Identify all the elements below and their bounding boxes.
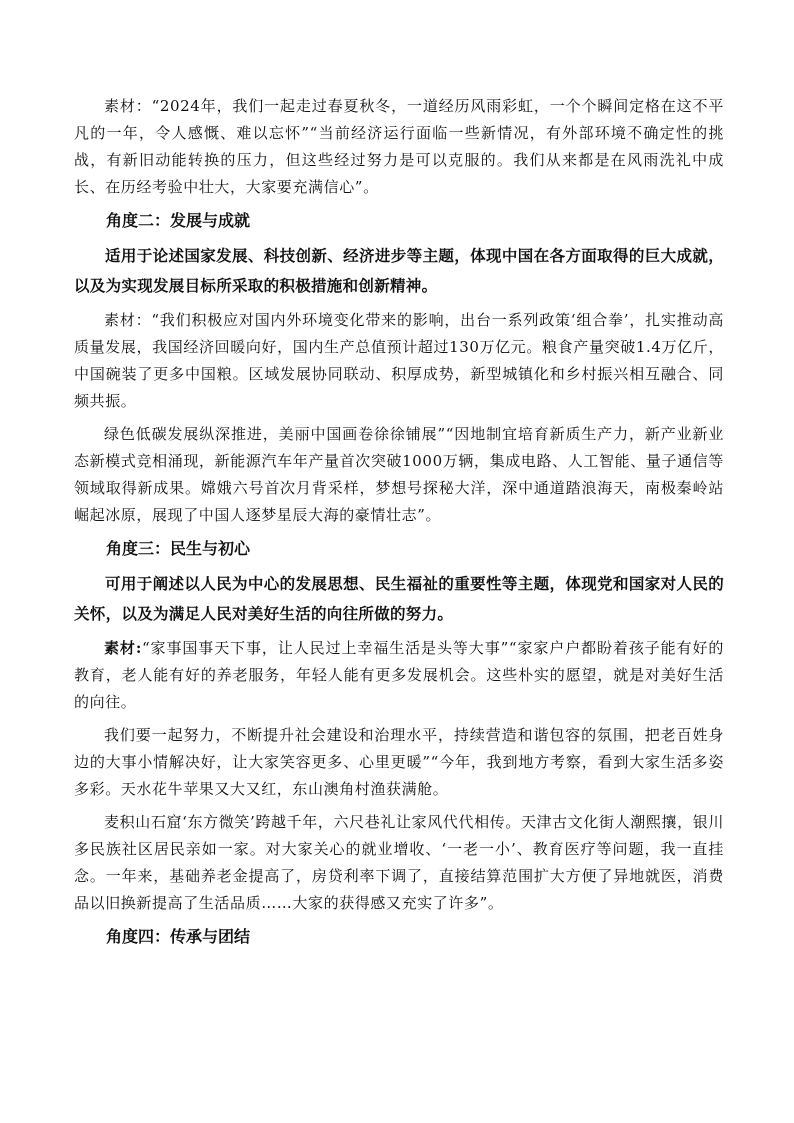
- section-heading-angle-2: 角度二：发展与成就: [106, 211, 251, 230]
- material-text: “家事国事天下事，让人民过上幸福生活是头等大事”“家家户户都盼着孩子能有好的教育，老人能有好的养老服务，年轻人能有更多发展机会。这些朴实的愿望，就是对美好生活的向往。: [74, 639, 724, 711]
- section-summary-angle-2: 适用于论述国家发展、科技创新、经济进步等主题，体现中国在各方面取得的巨大成就，以及为实现发展目标所采取的积极措施和创新精神。: [74, 247, 724, 295]
- material-text: 我们要一起努力，不断提升社会建设和治理水平，持续营造和谐包容的氛围，把老百姓身边的大事小情解决好，让大家笑容更多、心里更暖”“今年，我到地方考察，看到大家生活多姿多彩。天水花牛苹果又大又红，东山澳角村渔获满舱。: [74, 726, 724, 798]
- material-paragraph-3: [74, 421, 724, 529]
- material-paragraph-2: [74, 307, 724, 415]
- material-text: 素材：“我们积极应对国内外环境变化带来的影响，出台一系列政策‘组合拳’，扎实推动高质量发展，我国经济回暖向好，国内生产总值预计超过130万亿元。粮食产量突破1.4万亿斤，中国碗装了更多中国粮。区域发展协同联动、积厚成势，新型城镇化和乡村振兴相互融合、同频共振。: [74, 311, 724, 410]
- section-heading-angle-3: 角度三：民生与初心: [106, 539, 251, 558]
- material-text: 麦积山石窟‘东方微笑’跨越千年，六尺巷礼让家风代代相传。天津古文化街人潮熙攘，银川多民族社区居民亲如一家。对大家关心的就业增收、‘一老一小’、教育医疗等问题，我一直挂念。一年来，基础养老金提高了，房贷利率下调了，直接结算范围扩大方便了异地就医，消费品以旧换新提高了生活品质……大家的获得感又充实了许多”。: [74, 813, 724, 912]
- section-summary-angle-3: 可用于阐述以人民为中心的发展思想、民生福祉的重要性等主题，体现党和国家对人民的关怀，以及为满足人民对美好生活的向往所做的努力。: [74, 575, 724, 623]
- document-body: [74, 93, 724, 957]
- material-paragraph-4: [74, 635, 724, 716]
- material-paragraph-5: [74, 722, 724, 803]
- material-paragraph-1: [74, 93, 724, 201]
- material-paragraph-6: [74, 809, 724, 917]
- material-text: 素材：“2024年，我们一起走过春夏秋冬，一道经历风雨彩虹，一个个瞬间定格在这不平凡的一年，令人感慨、难以忘怀”“当前经济运行面临一些新情况，有外部环境不确定性的挑战，有新旧动能转换的压力，但这些经过努力是可以克服的。我们从来都是在风雨洗礼中成长、在历经考验中壮大，大家要充满信心”。: [74, 97, 724, 196]
- section-heading-angle-4: 角度四：传承与团结: [106, 927, 251, 946]
- material-text: 绿色低碳发展纵深推进，美丽中国画卷徐徐铺展”“因地制宜培育新质生产力，新产业新业态新模式竞相涌现，新能源汽车年产量首次突破1000万辆，集成电路、人工智能、量子通信等领域取得新成果。嫦娥六号首次月背采样，梦想号探秘大洋，深中通道踏浪海天，南极秦岭站崛起冰原，展现了中国人逐梦星辰大海的豪情壮志”。: [74, 425, 724, 524]
- material-label: 素材:: [104, 639, 142, 657]
